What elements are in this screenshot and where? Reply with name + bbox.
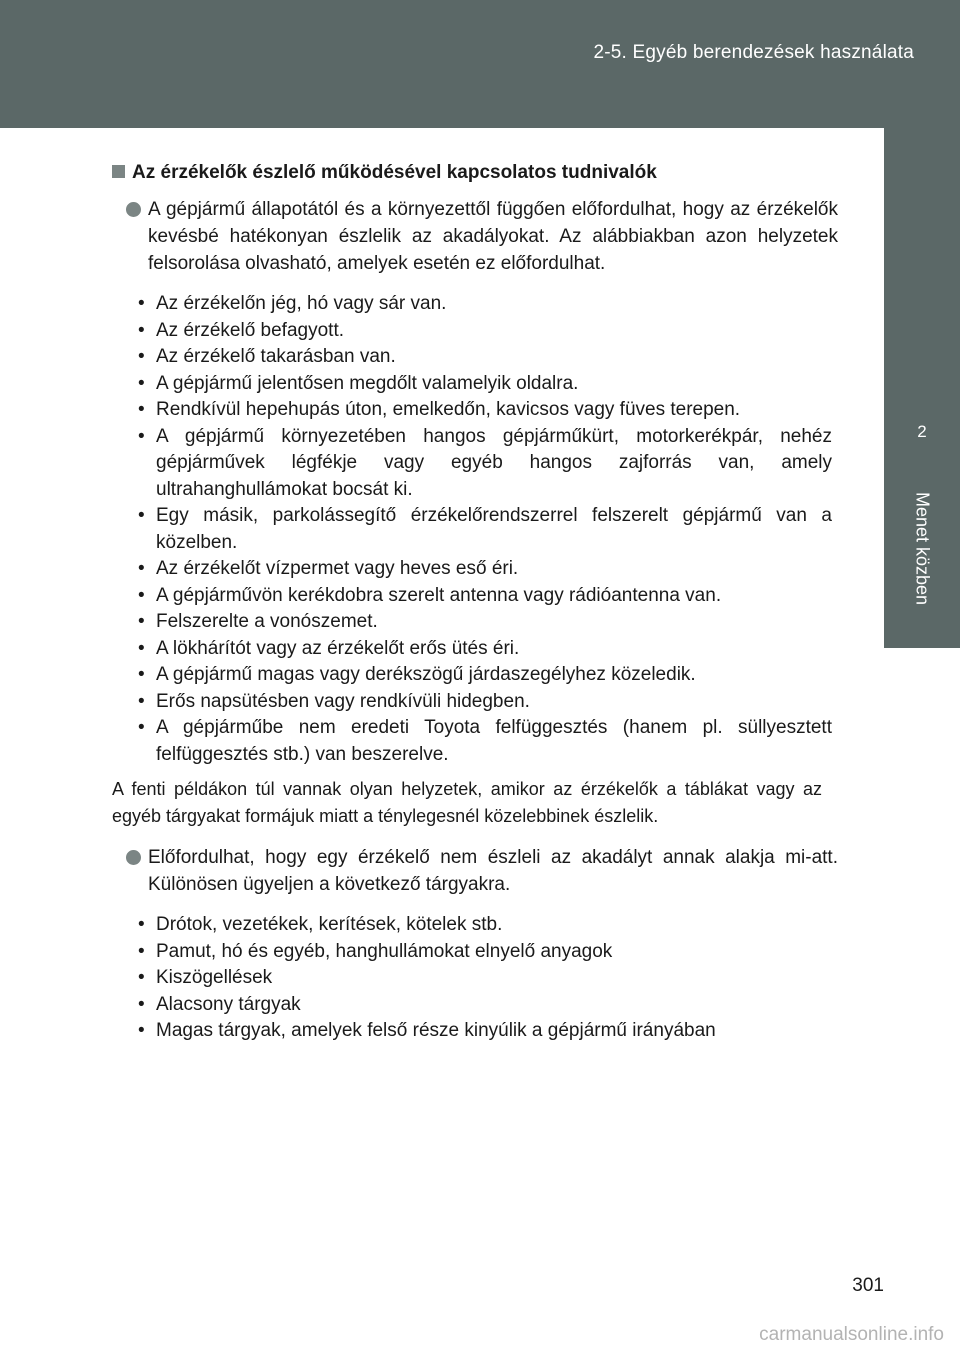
paragraph-block-1 [112, 196, 852, 277]
page-header [0, 0, 960, 128]
chapter-tab [884, 480, 960, 648]
round-bullet-icon [126, 202, 141, 217]
page-content [112, 160, 852, 1045]
section-heading [112, 160, 852, 186]
list-item: • A gépjármű magas vagy derékszögű járdaszegélyhez közeledik. [140, 662, 832, 689]
list-item: • Drótok, vezetékek, kerítések, kötelek stb. [140, 912, 832, 939]
list-item: • Felszerelte a vonószemet. [140, 609, 832, 636]
side-tab-strip [884, 128, 960, 392]
paragraph-block-2 [112, 844, 852, 898]
list-item: • A gépjárművön kerékdobra szerelt antenna vagy rádióantenna van. [140, 583, 832, 610]
watermark: carmanualsonline.info [759, 1324, 944, 1345]
list-item: • Alacsony tárgyak [140, 992, 832, 1019]
round-bullet-icon [126, 850, 141, 865]
square-bullet-icon [112, 165, 125, 178]
list-item: • Az érzékelő befagyott. [140, 318, 832, 345]
page-number: 301 [852, 1275, 884, 1296]
list-item: • A gépjárműbe nem eredeti Toyota felfüggesztés (hanem pl. süllyesztett felfüggesztés stb.) van beszerelve. [140, 715, 832, 768]
list-item: • Rendkívül hepehupás úton, emelkedőn, kavicsos vagy füves terepen. [140, 397, 832, 424]
list-item: • Egy másik, parkolássegítő érzékelőrendszerrel felszerelt gépjármű van a közelben. [140, 503, 832, 556]
list-item: • Erős napsütésben vagy rendkívüli hidegben. [140, 689, 832, 716]
section-heading-text: Az érzékelők észlelő működésével kapcsolatos tudnivalók [132, 162, 657, 183]
note-paragraph: A fenti példákon túl vannak olyan helyzetek, amikor az érzékelők a táblákat vagy az egyéb tárgyakat formájuk miatt a ténylegesnél közelebbinek észlelik. [112, 779, 822, 826]
list-item: • Az érzékelőt vízpermet vagy heves eső éri. [140, 556, 832, 583]
list-item: • Az érzékelőn jég, hó vagy sár van. [140, 291, 832, 318]
list-item: • Az érzékelő takarásban van. [140, 344, 832, 371]
list-item: • A lökhárítót vagy az érzékelőt erős ütés éri. [140, 636, 832, 663]
condition-list [140, 291, 832, 768]
list-item: • Pamut, hó és egyéb, hanghullámokat elnyelő anyagok [140, 939, 832, 966]
chapter-number: 2 [884, 392, 960, 480]
section-title: 2-5. Egyéb berendezések használata [593, 42, 914, 63]
list-item: • A gépjármű környezetében hangos gépjárműkürt, motorkerékpár, nehéz gépjárművek légfékje vagy egyéb hangos zajforrás van, amely ultrahanghullámokat bocsát ki. [140, 424, 832, 504]
chapter-title: Menet közben [912, 492, 933, 606]
object-list [140, 912, 832, 1045]
paragraph-text: A gépjármű állapotától és a környezettől függően előfordulhat, hogy az érzékelők kevésbé hatékonyan észlelik az akadályokat. Az alábbiakban azon helyzetek felsorolása olvasható, amelyek esetén ez előfordulhat. [148, 199, 838, 274]
list-item: • Kiszögellések [140, 965, 832, 992]
list-item: • Magas tárgyak, amelyek felső része kinyúlik a gépjármű irányában [140, 1018, 832, 1045]
list-item: • A gépjármű jelentősen megdőlt valamelyik oldalra. [140, 371, 832, 398]
paragraph-text: Előfordulhat, hogy egy érzékelő nem észleli az akadályt annak alakja mi-att. Különösen ügyeljen a következő tárgyakra. [148, 847, 838, 895]
